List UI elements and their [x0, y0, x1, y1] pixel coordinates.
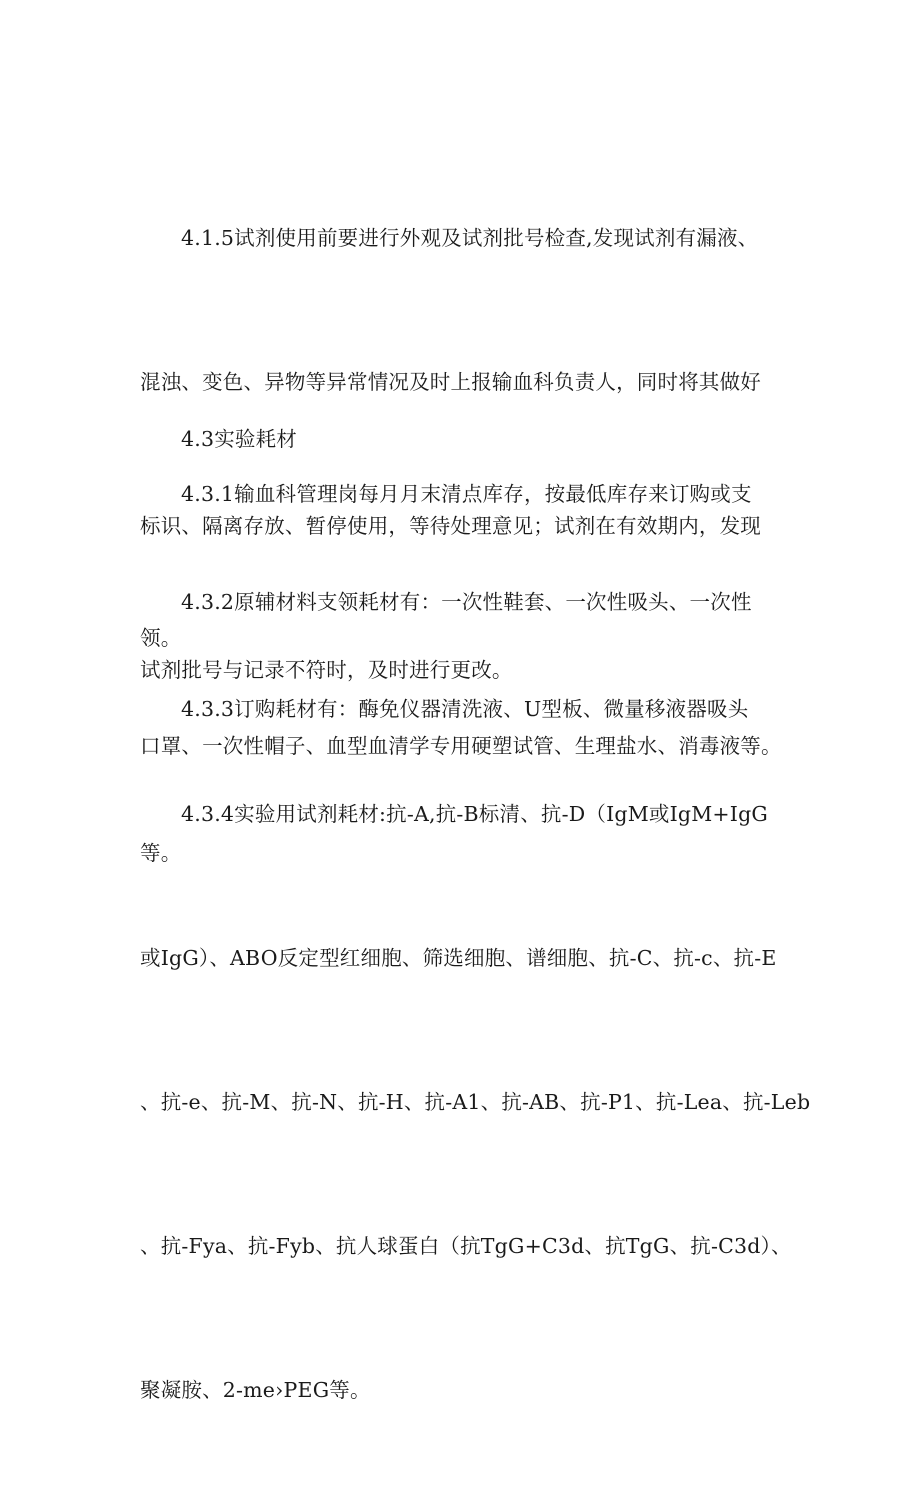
- text-line: 或IgG）、ABO反定型红细胞、筛选细胞、谱细胞、抗-C、抗-c、抗-E: [140, 946, 777, 970]
- paragraph-4-3-4: [140, 694, 811, 1510]
- text-line: 领。: [140, 626, 182, 650]
- text-line: 标识、隔离存放、暂停使用，等待处理意见；试剂在有效期内，发现: [140, 514, 761, 538]
- text-line: 4.3.3订购耗材有：酶免仪器清洗液、U型板、微量移液器吸头: [181, 697, 749, 721]
- text-line: 4.3.4实验用试剂耗材:抗-A,抗-B标清、抗-D（IgM或IgM+IgG: [181, 802, 768, 826]
- text-line: 4.3.1输血科管理岗每月月末清点库存，按最低库存来订购或支: [181, 482, 752, 506]
- text-line: 4.3.2原辅材料支领耗材有：一次性鞋套、一次性吸头、一次性: [181, 590, 752, 614]
- text-line: 等。: [140, 841, 182, 865]
- text-line: 试剂批号与记录不符时，及时进行更改。: [140, 658, 513, 682]
- text-line: 、抗-e、抗-M、抗-N、抗-H、抗-A1、抗-AB、抗-P1、抗-Lea、抗-Leb: [140, 1090, 811, 1114]
- text-line: 口罩、一次性帽子、血型血清学专用硬塑试管、生理盐水、消毒液等。: [140, 734, 782, 758]
- text-line: 混浊、变色、异物等异常情况及时上报输血科负责人，同时将其做好: [140, 370, 761, 394]
- section-heading: 4.3实验耗材: [181, 427, 298, 451]
- text-line: 、抗-Fya、抗-Fyb、抗人球蛋白（抗TgG+C3d、抗TgG、抗-C3d）、: [140, 1234, 792, 1258]
- text-line: 聚凝胺、2-me›PEG等。: [140, 1378, 371, 1402]
- text-line: 4.1.5试剂使用前要进行外观及试剂批号检查,发现试剂有漏液、: [181, 226, 759, 250]
